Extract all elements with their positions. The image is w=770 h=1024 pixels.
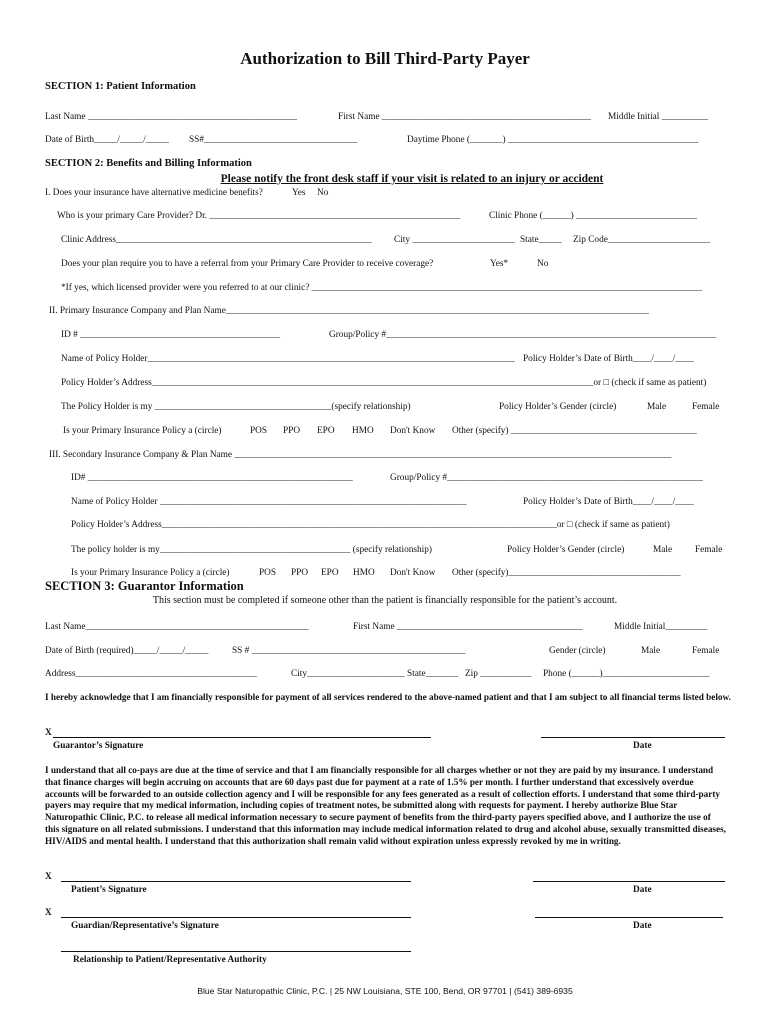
secondary-holder-address-field[interactable]: Policy Holder’s Address_____________________________________________________________________________________or □ (check if same as patient) [71,520,670,530]
section3-subheading: This section must be completed if someone other than the patient is financially responsible for the patient’s account. [152,595,618,606]
patient-dob-field[interactable]: Date of Birth_____/_____/_____ [45,135,169,145]
financial-acknowledgment: I hereby acknowledge that I am financially responsible for payment of all services rendered to the above-named patient and that I am subject to all financial terms listed below. [45,692,731,702]
patient-first-name-field[interactable]: First Name _____________________________________________ [338,112,592,122]
clinic-address-field[interactable]: Clinic Address_______________________________________________________ [61,235,372,245]
primary-policy-holder-name-field[interactable]: Name of Policy Holder_______________________________________________________________________________ [61,354,515,364]
patient-date-label: Date [633,885,652,895]
guarantor-gender-male-option[interactable]: Male [641,646,661,656]
guarantor-gender-label: Gender (circle) [549,646,606,656]
primary-holder-address-field[interactable]: Policy Holder’s Address_______________________________________________________________________________________________or □ (check if same as patient) [61,378,707,388]
licensed-provider-field[interactable]: *If yes, which licensed provider were you referred to at our clinic? ____________________________________________________________________________________ [61,283,703,293]
guarantor-first-name-field[interactable]: First Name ________________________________________ [353,622,583,632]
relationship-line[interactable] [61,951,411,952]
primary-plan-pos-option[interactable]: POS [250,426,268,436]
primary-gender-label: Policy Holder’s Gender (circle) [499,402,617,412]
injury-notice: Please notify the front desk staff if your visit is related to an injury or accident [220,173,604,185]
secondary-id-field[interactable]: ID# _________________________________________________________ [71,473,353,483]
guarantor-zip-field[interactable]: Zip ___________ [465,669,532,679]
secondary-holder-relationship-field[interactable]: The policy holder is my_________________________________________ (specify relationship) [71,545,432,555]
referral-yes-option[interactable]: Yes* [490,259,509,269]
clinic-phone-field[interactable]: Clinic Phone (______) __________________________ [489,211,697,221]
guarantor-signature-x: X [45,728,52,738]
guarantor-gender-female-option[interactable]: Female [692,646,720,656]
primary-plan-other-field[interactable]: Other (specify) ________________________________________ [452,426,697,436]
section3-heading: SECTION 3: Guarantor Information [45,579,244,593]
primary-gender-male-option[interactable]: Male [647,402,667,412]
guarantor-state-field[interactable]: State_______ [407,669,459,679]
guarantor-signature-label: Guarantor’s Signature [53,741,144,751]
secondary-group-field[interactable]: Group/Policy #_______________________________________________________ [390,473,703,483]
secondary-insurance-heading[interactable]: III. Secondary Insurance Company & Plan Name ______________________________________________________________________________________________ [49,450,672,460]
section2-heading: SECTION 2: Benefits and Billing Information [45,158,252,169]
secondary-plan-other-field[interactable]: Other (specify)_____________________________________ [452,568,681,578]
referral-question: Does your plan require you to have a referral from your Primary Care Provider to receive coverage? [61,259,434,269]
alt-medicine-no-option[interactable]: No [317,188,329,198]
guarantor-date-line[interactable] [541,737,725,738]
primary-gender-female-option[interactable]: Female [692,402,720,412]
primary-group-field[interactable]: Group/Policy #_______________________________________________________________________ [329,330,717,340]
secondary-plan-epo-option[interactable]: EPO [321,568,339,578]
secondary-plan-hmo-option[interactable]: HMO [353,568,375,578]
patient-last-name-field[interactable]: Last Name _____________________________________________ [45,112,298,122]
patient-signature-label: Patient’s Signature [71,885,147,895]
primary-plan-hmo-option[interactable]: HMO [352,426,374,436]
primary-plan-ppo-option[interactable]: PPO [283,426,301,436]
patient-signature-x: X [45,872,52,882]
secondary-gender-label: Policy Holder’s Gender (circle) [507,545,625,555]
guarantor-middle-initial-field[interactable]: Middle Initial_________ [614,622,708,632]
form-title: Authorization to Bill Third-Party Payer [240,49,530,68]
primary-holder-dob-field[interactable]: Policy Holder’s Date of Birth____/____/____ [523,354,694,364]
guardian-date-label: Date [633,921,652,931]
alt-medicine-question: I. Does your insurance have alternative medicine benefits? [45,188,263,198]
guardian-signature-x: X [45,908,52,918]
alt-medicine-yes-option[interactable]: Yes [292,188,306,198]
guarantor-date-label: Date [633,741,652,751]
guarantor-city-field[interactable]: City_____________________ [291,669,405,679]
patient-middle-initial-field[interactable]: Middle Initial __________ [608,112,709,122]
secondary-plan-dont-know-option[interactable]: Don't Know [390,568,436,578]
section1-heading: SECTION 1: Patient Information [45,81,196,92]
secondary-gender-female-option[interactable]: Female [695,545,723,555]
guarantor-last-name-field[interactable]: Last Name________________________________________________ [45,622,309,632]
primary-holder-relationship-field[interactable]: The Policy Holder is my ______________________________________(specify relationship) [61,402,411,412]
patient-daytime-phone-field[interactable]: Daytime Phone (_______) _________________________________________ [407,135,699,145]
guardian-signature-label: Guardian/Representative’s Signature [71,921,219,931]
guardian-date-line[interactable] [535,917,723,918]
primary-id-field[interactable]: ID # ___________________________________________ [61,330,280,340]
guarantor-dob-field[interactable]: Date of Birth (required)_____/_____/_____ [45,646,209,656]
clinic-zip-field[interactable]: Zip Code______________________ [573,235,711,245]
patient-ss-field[interactable]: SS#_________________________________ [189,135,358,145]
guarantor-phone-field[interactable]: Phone (______)_______________________ [543,669,710,679]
guardian-signature-line[interactable] [61,917,411,918]
secondary-policy-holder-name-field[interactable]: Name of Policy Holder __________________________________________________________________ [71,497,467,507]
secondary-holder-dob-field[interactable]: Policy Holder’s Date of Birth____/____/____ [523,497,694,507]
relationship-label: Relationship to Patient/Representative Authority [73,955,267,965]
primary-plan-type-label: Is your Primary Insurance Policy a (circle) [63,426,222,436]
guarantor-signature-line[interactable] [53,737,431,738]
primary-insurance-heading[interactable]: II. Primary Insurance Company and Plan Name___________________________________________________________________________________________ [49,306,649,316]
guarantor-ss-field[interactable]: SS # ______________________________________________ [232,646,466,656]
clinic-state-field[interactable]: State_____ [520,235,562,245]
primary-plan-dont-know-option[interactable]: Don't Know [390,426,436,436]
clinic-footer: Blue Star Naturopathic Clinic, P.C. | 25 NW Louisiana, STE 100, Bend, OR 97701 | (541) 389-6935 [197,986,573,996]
patient-date-line[interactable] [533,881,725,882]
guarantor-address-field[interactable]: Address_______________________________________ [45,669,257,679]
patient-signature-line[interactable] [61,881,411,882]
primary-care-provider-field[interactable]: Who is your primary Care Provider? Dr. ______________________________________________________ [57,211,461,221]
financial-terms-paragraph: I understand that all co-pays are due at the time of service and that I am financially responsible for all charges whether or not they are paid by my insurance. I understand that finance charges will begin accruing on accounts that are 60 days past due for payment at a rate of 1.5% per month. I further understand that excessively overdue accounts will be forwarded to an outside collection agency and I will be responsible for any fees generated as a result of collection efforts. I understand that some third-party payers may require that my medical information, including copies of treatment notes, be submitted along with requests for payment. I hereby authorize Blue Star Naturopathic Clinic, P.C. to release all medical information necessary to secure payment of benefits from the third-party payers specified above, and I authorize the use of this signature on all related submissions. I understand that this information may include medical information related to drug and alcohol abuse, sexually transmitted diseases, HIV/AIDS and mental health. I understand that this authorization shall remain valid without expiration unless expressly revoked by me in writing. [45,765,726,846]
secondary-plan-pos-option[interactable]: POS [259,568,277,578]
secondary-gender-male-option[interactable]: Male [653,545,673,555]
primary-plan-epo-option[interactable]: EPO [317,426,335,436]
secondary-plan-ppo-option[interactable]: PPO [291,568,309,578]
referral-no-option[interactable]: No [537,259,549,269]
secondary-plan-type-label: Is your Primary Insurance Policy a (circle) [71,568,230,578]
clinic-city-field[interactable]: City ______________________ [394,235,515,245]
